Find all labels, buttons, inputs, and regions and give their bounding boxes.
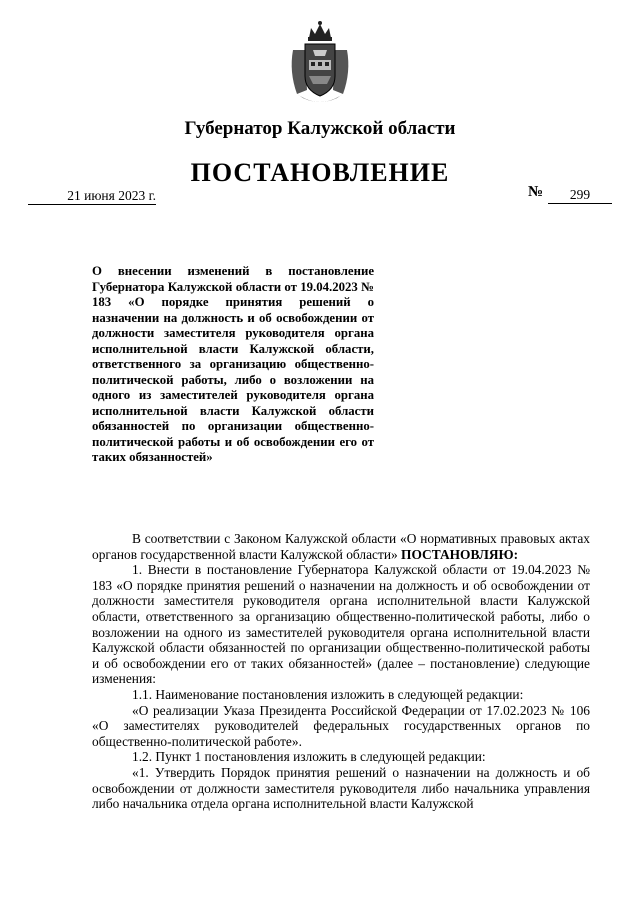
document-number: 299 <box>548 187 612 204</box>
document-body <box>92 531 590 812</box>
document-number-label: № <box>528 184 544 200</box>
paragraph-1: 1. Внести в постановление Губернатора Калужской области от 19.04.2023 № 183 «О порядке принятия решений о назначении на должность и об освобождении от должности заместителя руководителя органа исполнительной власти Калужской области, ответственного за организацию общественно-политической работы, либо о возложении на одного из заместителей руководителя органа исполнительной власти Калужской области обязанностей по организации общественно-политической работы и об освобождении его от таких обязанностей» (далее – постановление) следующие изменения: <box>92 562 590 687</box>
paragraph-1-1: 1.1. Наименование постановления изложить в следующей редакции: <box>132 686 524 702</box>
authority-title: Губернатор Калужской области <box>184 118 456 139</box>
paragraph-1-2-text: «1. Утвердить Порядок принятия решений о назначении на должность и об освобождении от должности заместителя руководителя либо начальника управления либо начальника отдела органа исполнительной власти Калужской <box>92 764 590 812</box>
coat-of-arms-icon <box>287 20 353 106</box>
intro-paragraph <box>92 531 590 562</box>
document-subject: О внесении изменений в постановление Губернатора Калужской области от 19.04.2023 № 183 «О порядке принятия решений о назначении на должность и об освобождении от должности заместителя руководителя органа исполнительной власти Калужской области, ответственного за организацию общественно-политической работы, либо о возложении на одного из заместителей руководителя органа исполнительной власти Калужской области обязанностей по организации общественно-политической работы и об освобождении его от таких обязанностей» <box>92 264 374 464</box>
document-date: 21 июня 2023 г. <box>28 188 156 205</box>
decree-word: ПОСТАНОВЛЯЮ: <box>401 546 519 562</box>
document-type-heading: ПОСТАНОВЛЕНИЕ <box>190 158 450 187</box>
intro-text: В соответствии с Законом Калужской области «О нормативных правовых актах органов государственной власти Калужской области» <box>92 531 590 562</box>
paragraph-1-1-text: «О реализации Указа Президента Российской Федерации от 17.02.2023 № 106 «О заместителях руководителей федеральных государственных органов по общественно-политической работе». <box>92 702 590 749</box>
paragraph-1-2: 1.2. Пункт 1 постановления изложить в следующей редакции: <box>132 749 486 765</box>
